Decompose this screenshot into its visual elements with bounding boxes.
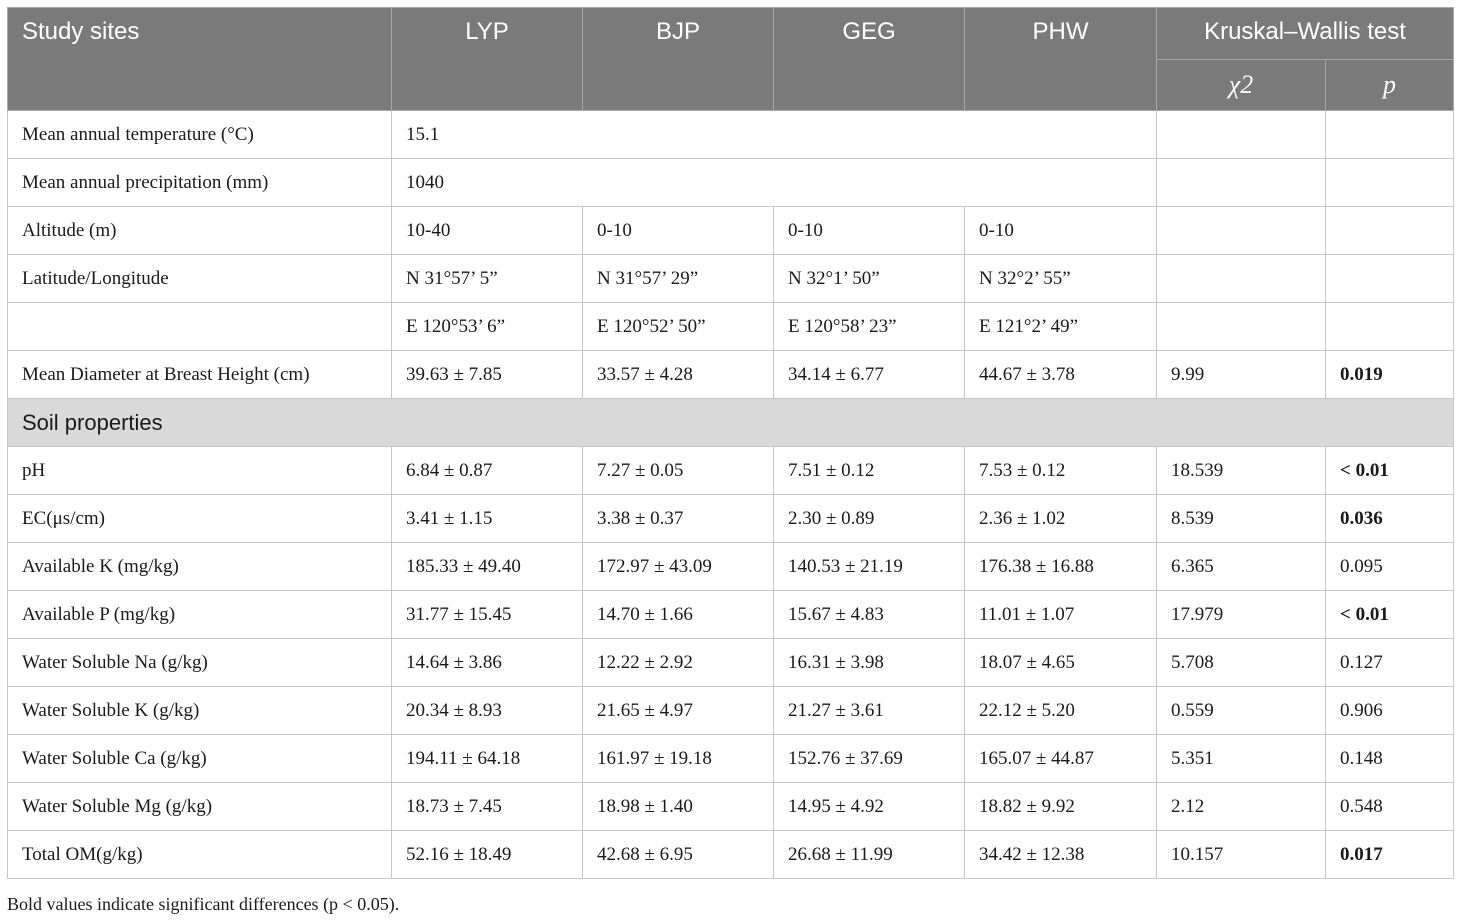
- section-row: [8, 399, 1454, 447]
- soil-properties-table: [7, 7, 1454, 879]
- cell-value: 18.82 ± 9.92: [965, 783, 1157, 831]
- table-row: [8, 255, 1454, 303]
- cell-value: 2.30 ± 0.89: [774, 495, 965, 543]
- row-label: Water Soluble Na (g/kg): [8, 639, 392, 687]
- cell-value: 152.76 ± 37.69: [774, 735, 965, 783]
- cell-value: 7.27 ± 0.05: [583, 447, 774, 495]
- row-label: Altitude (m): [8, 207, 392, 255]
- cell-chi2: [1157, 111, 1326, 159]
- cell-value: 7.53 ± 0.12: [965, 447, 1157, 495]
- cell-value: 15.1: [392, 111, 1157, 159]
- cell-value: 52.16 ± 18.49: [392, 831, 583, 879]
- cell-value: 14.70 ± 1.66: [583, 591, 774, 639]
- cell-value: 0-10: [774, 207, 965, 255]
- row-label: Water Soluble Mg (g/kg): [8, 783, 392, 831]
- cell-value: 176.38 ± 16.88: [965, 543, 1157, 591]
- row-label: Latitude/Longitude: [8, 255, 392, 303]
- cell-p: [1326, 207, 1454, 255]
- cell-value: 3.38 ± 0.37: [583, 495, 774, 543]
- table-row: [8, 543, 1454, 591]
- cell-value: E 120°58’ 23”: [774, 303, 965, 351]
- cell-chi2: 9.99: [1157, 351, 1326, 399]
- cell-chi2: 5.708: [1157, 639, 1326, 687]
- header-kruskal-wallis: Kruskal–Wallis test: [1157, 8, 1454, 60]
- cell-value: 34.14 ± 6.77: [774, 351, 965, 399]
- cell-value: N 32°1’ 50”: [774, 255, 965, 303]
- row-label: Total OM(g/kg): [8, 831, 392, 879]
- cell-value: 6.84 ± 0.87: [392, 447, 583, 495]
- table-row: [8, 495, 1454, 543]
- cell-value: 172.97 ± 43.09: [583, 543, 774, 591]
- cell-p: 0.017: [1326, 831, 1454, 879]
- row-label: Water Soluble Ca (g/kg): [8, 735, 392, 783]
- row-label: Available P (mg/kg): [8, 591, 392, 639]
- cell-chi2: [1157, 159, 1326, 207]
- cell-chi2: 10.157: [1157, 831, 1326, 879]
- cell-value: E 121°2’ 49”: [965, 303, 1157, 351]
- cell-chi2: 8.539: [1157, 495, 1326, 543]
- cell-chi2: 18.539: [1157, 447, 1326, 495]
- row-label: pH: [8, 447, 392, 495]
- cell-p: 0.127: [1326, 639, 1454, 687]
- cell-value: 12.22 ± 2.92: [583, 639, 774, 687]
- cell-p: 0.095: [1326, 543, 1454, 591]
- cell-value: 21.65 ± 4.97: [583, 687, 774, 735]
- table-header: [8, 8, 1454, 111]
- cell-p: 0.019: [1326, 351, 1454, 399]
- cell-value: 18.07 ± 4.65: [965, 639, 1157, 687]
- cell-chi2: [1157, 207, 1326, 255]
- table-row: [8, 735, 1454, 783]
- cell-value: 34.42 ± 12.38: [965, 831, 1157, 879]
- cell-value: 10-40: [392, 207, 583, 255]
- row-label: Mean annual temperature (°C): [8, 111, 392, 159]
- header-p: p: [1326, 60, 1454, 111]
- header-site-geg: GEG: [774, 8, 965, 111]
- cell-value: 20.34 ± 8.93: [392, 687, 583, 735]
- cell-chi2: 6.365: [1157, 543, 1326, 591]
- cell-p: [1326, 303, 1454, 351]
- cell-chi2: 5.351: [1157, 735, 1326, 783]
- cell-value: 194.11 ± 64.18: [392, 735, 583, 783]
- cell-value: 33.57 ± 4.28: [583, 351, 774, 399]
- table-row: [8, 687, 1454, 735]
- cell-value: 15.67 ± 4.83: [774, 591, 965, 639]
- cell-value: 44.67 ± 3.78: [965, 351, 1157, 399]
- cell-value: E 120°52’ 50”: [583, 303, 774, 351]
- section-title-soil: Soil properties: [8, 399, 1454, 447]
- cell-value: 42.68 ± 6.95: [583, 831, 774, 879]
- cell-chi2: 17.979: [1157, 591, 1326, 639]
- cell-value: 21.27 ± 3.61: [774, 687, 965, 735]
- cell-chi2: [1157, 303, 1326, 351]
- cell-value: 1040: [392, 159, 1157, 207]
- cell-p: [1326, 111, 1454, 159]
- cell-value: 14.64 ± 3.86: [392, 639, 583, 687]
- cell-value: N 31°57’ 29”: [583, 255, 774, 303]
- header-site-lyp: LYP: [392, 8, 583, 111]
- table-row: [8, 639, 1454, 687]
- cell-value: 0-10: [583, 207, 774, 255]
- header-chi2: χ2: [1157, 60, 1326, 111]
- cell-value: N 32°2’ 55”: [965, 255, 1157, 303]
- cell-value: N 31°57’ 5”: [392, 255, 583, 303]
- cell-chi2: 0.559: [1157, 687, 1326, 735]
- cell-value: 140.53 ± 21.19: [774, 543, 965, 591]
- cell-value: 39.63 ± 7.85: [392, 351, 583, 399]
- table-row: [8, 159, 1454, 207]
- cell-p: 0.548: [1326, 783, 1454, 831]
- table-row: [8, 783, 1454, 831]
- row-label: Mean annual precipitation (mm): [8, 159, 392, 207]
- row-label: Available K (mg/kg): [8, 543, 392, 591]
- cell-value: 22.12 ± 5.20: [965, 687, 1157, 735]
- cell-value: 31.77 ± 15.45: [392, 591, 583, 639]
- cell-value: 3.41 ± 1.15: [392, 495, 583, 543]
- cell-value: 161.97 ± 19.18: [583, 735, 774, 783]
- cell-value: 165.07 ± 44.87: [965, 735, 1157, 783]
- table-footnote: Bold values indicate significant differences (p < 0.05).: [7, 894, 400, 914]
- table-row: [8, 351, 1454, 399]
- cell-p: [1326, 255, 1454, 303]
- row-label: EC(μs/cm): [8, 495, 392, 543]
- cell-value: 18.73 ± 7.45: [392, 783, 583, 831]
- cell-value: 11.01 ± 1.07: [965, 591, 1157, 639]
- cell-value: 185.33 ± 49.40: [392, 543, 583, 591]
- cell-value: 26.68 ± 11.99: [774, 831, 965, 879]
- cell-chi2: [1157, 255, 1326, 303]
- table-row: [8, 207, 1454, 255]
- cell-p: 0.148: [1326, 735, 1454, 783]
- cell-value: E 120°53’ 6”: [392, 303, 583, 351]
- cell-chi2: 2.12: [1157, 783, 1326, 831]
- table-row: [8, 111, 1454, 159]
- cell-p: 0.906: [1326, 687, 1454, 735]
- cell-value: 7.51 ± 0.12: [774, 447, 965, 495]
- header-site-bjp: BJP: [583, 8, 774, 111]
- row-label: Mean Diameter at Breast Height (cm): [8, 351, 392, 399]
- table-container: [7, 7, 1453, 879]
- cell-p: [1326, 159, 1454, 207]
- cell-value: 18.98 ± 1.40: [583, 783, 774, 831]
- cell-value: 2.36 ± 1.02: [965, 495, 1157, 543]
- cell-p: < 0.01: [1326, 447, 1454, 495]
- cell-value: 0-10: [965, 207, 1157, 255]
- table-row: [8, 447, 1454, 495]
- header-study-sites: Study sites: [8, 8, 392, 111]
- cell-p: 0.036: [1326, 495, 1454, 543]
- cell-p: < 0.01: [1326, 591, 1454, 639]
- cell-value: 14.95 ± 4.92: [774, 783, 965, 831]
- header-site-phw: PHW: [965, 8, 1157, 111]
- row-label: Water Soluble K (g/kg): [8, 687, 392, 735]
- cell-value: 16.31 ± 3.98: [774, 639, 965, 687]
- table-row: [8, 303, 1454, 351]
- table-row: [8, 591, 1454, 639]
- table-row: [8, 831, 1454, 879]
- row-label: [8, 303, 392, 351]
